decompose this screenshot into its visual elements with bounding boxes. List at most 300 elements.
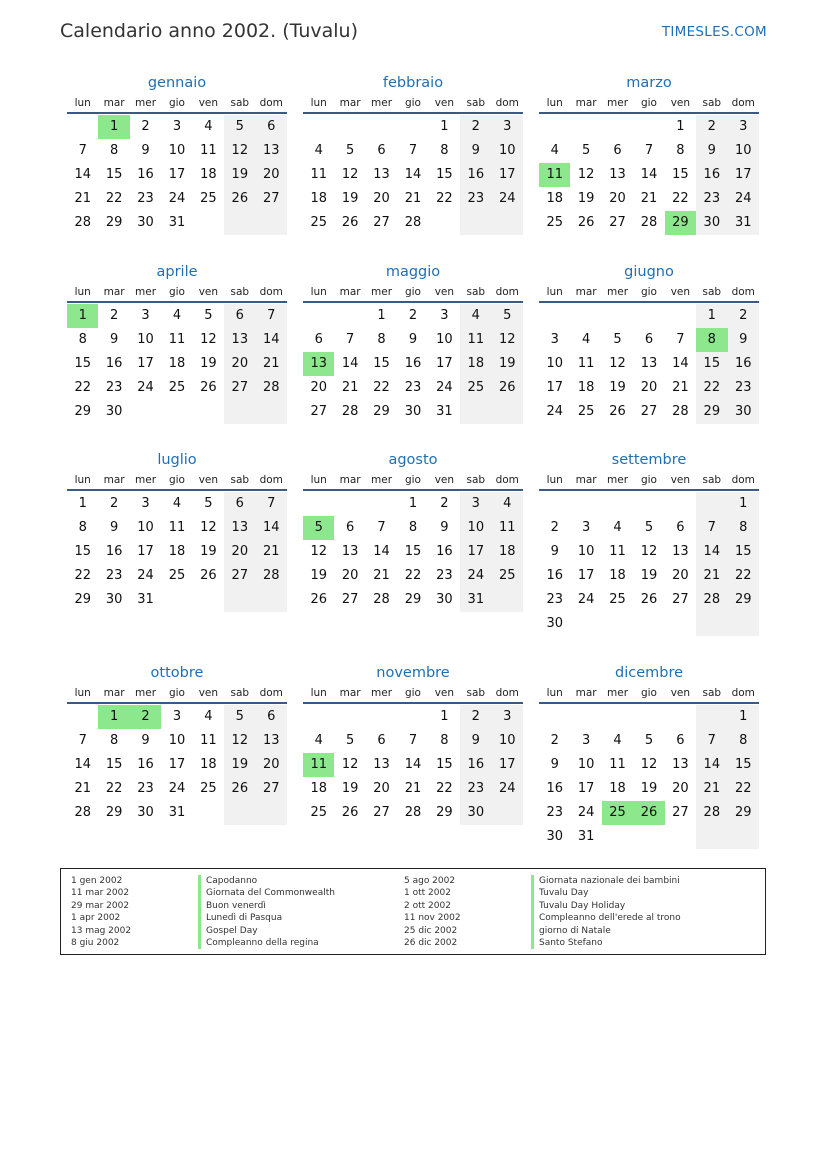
day-cell[interactable]: 3 — [581, 733, 591, 748]
day-cell[interactable]: 25 — [460, 376, 491, 400]
day-cell[interactable]: 18 — [460, 352, 491, 376]
day-cell[interactable]: 6 — [224, 304, 255, 328]
day-cell[interactable]: 13 — [303, 352, 334, 376]
day-cell[interactable]: 5 — [492, 304, 523, 328]
day-cell[interactable]: 8 — [676, 143, 685, 158]
day-cell[interactable]: 27 — [672, 805, 689, 820]
day-cell[interactable]: 23 — [546, 592, 563, 607]
day-cell[interactable]: 22 — [696, 376, 727, 400]
day-cell[interactable]: 20 — [256, 163, 287, 187]
day-cell[interactable]: 23 — [460, 187, 491, 211]
day-cell[interactable]: 11 — [168, 332, 186, 347]
day-cell[interactable]: 12 — [341, 757, 359, 772]
day-cell[interactable]: 28 — [404, 215, 422, 230]
day-cell[interactable]: 21 — [696, 777, 727, 801]
day-cell[interactable]: 9 — [460, 139, 491, 163]
day-cell[interactable]: 4 — [172, 308, 182, 323]
day-cell[interactable]: 12 — [609, 356, 626, 371]
day-cell[interactable]: 20 — [672, 568, 689, 583]
day-cell[interactable]: 20 — [256, 753, 287, 777]
day-cell[interactable]: 5 — [613, 332, 622, 347]
day-cell[interactable]: 28 — [640, 215, 658, 230]
day-cell[interactable]: 20 — [310, 380, 327, 395]
day-cell[interactable]: 6 — [676, 733, 685, 748]
day-cell[interactable]: 24 — [728, 187, 759, 211]
day-cell[interactable]: 29 — [728, 588, 759, 612]
day-cell[interactable]: 26 — [224, 777, 255, 801]
day-cell[interactable]: 31 — [577, 829, 595, 844]
day-cell[interactable]: 29 — [373, 404, 390, 419]
day-cell[interactable]: 10 — [577, 544, 595, 559]
day-cell[interactable]: 28 — [256, 376, 287, 400]
day-cell[interactable]: 18 — [200, 757, 217, 772]
day-cell[interactable]: 26 — [609, 404, 626, 419]
day-cell[interactable]: 29 — [105, 805, 123, 820]
day-cell[interactable]: 3 — [141, 496, 150, 511]
day-cell[interactable]: 9 — [109, 332, 119, 347]
day-cell[interactable]: 14 — [404, 757, 422, 772]
day-cell[interactable]: 24 — [577, 592, 595, 607]
day-cell[interactable]: 6 — [345, 520, 355, 535]
day-cell[interactable]: 14 — [74, 757, 91, 772]
day-cell[interactable]: 29 — [436, 805, 453, 820]
day-cell[interactable]: 26 — [310, 592, 327, 607]
day-cell[interactable]: 17 — [577, 781, 595, 796]
day-cell[interactable]: 10 — [546, 356, 563, 371]
day-cell[interactable]: 21 — [74, 781, 91, 796]
day-cell[interactable]: 16 — [137, 757, 154, 772]
day-cell[interactable]: 28 — [373, 592, 390, 607]
day-cell[interactable]: 23 — [728, 376, 759, 400]
day-cell[interactable]: 6 — [256, 705, 287, 729]
day-cell[interactable]: 2 — [728, 304, 759, 328]
day-cell[interactable]: 27 — [609, 215, 626, 230]
day-cell[interactable]: 23 — [460, 777, 491, 801]
day-cell[interactable]: 20 — [609, 191, 626, 206]
day-cell[interactable]: 27 — [640, 404, 658, 419]
day-cell[interactable]: 29 — [404, 592, 422, 607]
day-cell[interactable]: 1 — [98, 705, 129, 729]
day-cell[interactable]: 5 — [303, 516, 334, 540]
day-cell[interactable]: 7 — [345, 332, 355, 347]
day-cell[interactable]: 6 — [644, 332, 654, 347]
day-cell[interactable]: 21 — [256, 352, 287, 376]
day-cell[interactable]: 7 — [408, 143, 418, 158]
day-cell[interactable]: 29 — [74, 592, 91, 607]
day-cell[interactable]: 20 — [341, 568, 359, 583]
day-cell[interactable]: 22 — [436, 781, 453, 796]
day-cell[interactable]: 14 — [373, 544, 390, 559]
day-cell[interactable]: 31 — [728, 211, 759, 235]
day-cell[interactable]: 1 — [440, 709, 449, 724]
day-cell[interactable]: 9 — [550, 544, 559, 559]
day-cell[interactable]: 9 — [141, 733, 150, 748]
day-cell[interactable]: 24 — [168, 191, 186, 206]
day-cell[interactable]: 26 — [633, 801, 664, 825]
day-cell[interactable]: 1 — [676, 119, 685, 134]
day-cell[interactable]: 25 — [609, 592, 626, 607]
day-cell[interactable]: 6 — [314, 332, 323, 347]
day-cell[interactable]: 21 — [74, 191, 91, 206]
day-cell[interactable]: 12 — [341, 167, 359, 182]
day-cell[interactable]: 3 — [728, 115, 759, 139]
day-cell[interactable]: 26 — [492, 376, 523, 400]
day-cell[interactable]: 18 — [200, 167, 217, 182]
day-cell[interactable]: 3 — [492, 115, 523, 139]
day-cell[interactable]: 5 — [345, 143, 355, 158]
day-cell[interactable]: 12 — [310, 544, 327, 559]
day-cell[interactable]: 4 — [314, 143, 323, 158]
day-cell[interactable]: 10 — [168, 143, 186, 158]
day-cell[interactable]: 26 — [341, 805, 359, 820]
day-cell[interactable]: 9 — [141, 143, 150, 158]
day-cell[interactable]: 24 — [460, 564, 491, 588]
day-cell[interactable]: 17 — [546, 380, 563, 395]
day-cell[interactable]: 30 — [728, 400, 759, 424]
day-cell[interactable]: 28 — [74, 215, 91, 230]
day-cell[interactable]: 3 — [460, 492, 491, 516]
day-cell[interactable]: 16 — [404, 356, 422, 371]
day-cell[interactable]: 6 — [256, 115, 287, 139]
day-cell[interactable]: 30 — [436, 592, 453, 607]
day-cell[interactable]: 25 — [200, 191, 217, 206]
day-cell[interactable]: 11 — [460, 328, 491, 352]
day-cell[interactable]: 21 — [256, 540, 287, 564]
day-cell[interactable]: 11 — [310, 167, 327, 182]
day-cell[interactable]: 30 — [460, 801, 491, 825]
day-cell[interactable]: 2 — [141, 119, 150, 134]
day-cell[interactable]: 5 — [581, 143, 591, 158]
day-cell[interactable]: 30 — [546, 829, 563, 844]
day-cell[interactable]: 19 — [224, 753, 255, 777]
day-cell[interactable]: 7 — [644, 143, 654, 158]
day-cell[interactable]: 12 — [224, 729, 255, 753]
day-cell[interactable]: 3 — [172, 709, 182, 724]
day-cell[interactable]: 12 — [640, 757, 658, 772]
day-cell[interactable]: 21 — [373, 568, 390, 583]
day-cell[interactable]: 16 — [728, 352, 759, 376]
day-cell[interactable]: 23 — [404, 380, 422, 395]
day-cell[interactable]: 14 — [341, 356, 359, 371]
day-cell[interactable]: 17 — [577, 568, 595, 583]
day-cell[interactable]: 22 — [728, 564, 759, 588]
day-cell[interactable]: 17 — [168, 167, 186, 182]
day-cell[interactable]: 9 — [550, 757, 559, 772]
day-cell[interactable]: 8 — [440, 143, 449, 158]
day-cell[interactable]: 30 — [105, 592, 123, 607]
day-cell[interactable]: 8 — [440, 733, 449, 748]
day-cell[interactable]: 2 — [696, 115, 727, 139]
day-cell[interactable]: 10 — [137, 332, 154, 347]
day-cell[interactable]: 22 — [74, 568, 91, 583]
day-cell[interactable]: 18 — [492, 540, 523, 564]
day-cell[interactable]: 28 — [672, 404, 689, 419]
day-cell[interactable]: 28 — [696, 801, 727, 825]
day-cell[interactable]: 20 — [640, 380, 658, 395]
day-cell[interactable]: 17 — [137, 544, 154, 559]
day-cell[interactable]: 5 — [204, 496, 213, 511]
day-cell[interactable]: 8 — [408, 520, 418, 535]
day-cell[interactable]: 21 — [672, 380, 689, 395]
day-cell[interactable]: 26 — [341, 215, 359, 230]
day-cell[interactable]: 10 — [168, 733, 186, 748]
day-cell[interactable]: 17 — [460, 540, 491, 564]
day-cell[interactable]: 25 — [546, 215, 563, 230]
day-cell[interactable]: 3 — [492, 705, 523, 729]
day-cell[interactable]: 11 — [577, 356, 595, 371]
day-cell[interactable]: 23 — [546, 805, 563, 820]
day-cell[interactable]: 18 — [168, 356, 186, 371]
day-cell[interactable]: 15 — [436, 757, 453, 772]
day-cell[interactable]: 13 — [609, 167, 626, 182]
day-cell[interactable]: 10 — [436, 332, 453, 347]
day-cell[interactable]: 11 — [609, 544, 626, 559]
day-cell[interactable]: 25 — [602, 801, 633, 825]
day-cell[interactable]: 4 — [460, 304, 491, 328]
day-cell[interactable]: 14 — [256, 328, 287, 352]
day-cell[interactable]: 15 — [436, 167, 453, 182]
day-cell[interactable]: 22 — [672, 191, 689, 206]
day-cell[interactable]: 19 — [341, 781, 359, 796]
day-cell[interactable]: 14 — [74, 167, 91, 182]
day-cell[interactable]: 18 — [609, 781, 626, 796]
day-cell[interactable]: 20 — [224, 352, 255, 376]
day-cell[interactable]: 17 — [728, 163, 759, 187]
day-cell[interactable]: 21 — [696, 564, 727, 588]
day-cell[interactable]: 11 — [609, 757, 626, 772]
day-cell[interactable]: 22 — [728, 777, 759, 801]
day-cell[interactable]: 20 — [224, 540, 255, 564]
day-cell[interactable]: 6 — [377, 733, 386, 748]
day-cell[interactable]: 28 — [696, 588, 727, 612]
day-cell[interactable]: 31 — [460, 588, 491, 612]
day-cell[interactable]: 12 — [577, 167, 595, 182]
day-cell[interactable]: 23 — [137, 191, 154, 206]
day-cell[interactable]: 15 — [105, 757, 123, 772]
day-cell[interactable]: 19 — [310, 568, 327, 583]
day-cell[interactable]: 2 — [440, 496, 449, 511]
day-cell[interactable]: 1 — [728, 705, 759, 729]
day-cell[interactable]: 17 — [168, 757, 186, 772]
day-cell[interactable]: 4 — [204, 119, 213, 134]
day-cell[interactable]: 27 — [672, 592, 689, 607]
day-cell[interactable]: 2 — [408, 308, 418, 323]
day-cell[interactable]: 19 — [640, 568, 658, 583]
day-cell[interactable]: 14 — [672, 356, 689, 371]
day-cell[interactable]: 10 — [137, 520, 154, 535]
day-cell[interactable]: 11 — [539, 163, 570, 187]
day-cell[interactable]: 22 — [74, 380, 91, 395]
day-cell[interactable]: 16 — [460, 163, 491, 187]
day-cell[interactable]: 25 — [200, 781, 217, 796]
day-cell[interactable]: 25 — [168, 568, 186, 583]
day-cell[interactable]: 17 — [492, 753, 523, 777]
day-cell[interactable]: 14 — [640, 167, 658, 182]
day-cell[interactable]: 9 — [109, 520, 119, 535]
day-cell[interactable]: 12 — [200, 332, 217, 347]
day-cell[interactable]: 7 — [377, 520, 386, 535]
day-cell[interactable]: 8 — [109, 733, 119, 748]
day-cell[interactable]: 16 — [137, 167, 154, 182]
day-cell[interactable]: 31 — [137, 592, 154, 607]
day-cell[interactable]: 27 — [373, 215, 390, 230]
day-cell[interactable]: 27 — [310, 404, 327, 419]
day-cell[interactable]: 27 — [224, 564, 255, 588]
day-cell[interactable]: 23 — [436, 568, 453, 583]
day-cell[interactable]: 23 — [696, 187, 727, 211]
day-cell[interactable]: 16 — [696, 163, 727, 187]
day-cell[interactable]: 4 — [613, 520, 622, 535]
day-cell[interactable]: 26 — [640, 592, 658, 607]
day-cell[interactable]: 30 — [137, 215, 154, 230]
day-cell[interactable]: 30 — [404, 404, 422, 419]
day-cell[interactable]: 24 — [546, 404, 563, 419]
day-cell[interactable]: 2 — [550, 520, 559, 535]
day-cell[interactable]: 4 — [172, 496, 182, 511]
day-cell[interactable]: 17 — [492, 163, 523, 187]
day-cell[interactable]: 9 — [460, 729, 491, 753]
day-cell[interactable]: 13 — [224, 516, 255, 540]
day-cell[interactable]: 25 — [310, 215, 327, 230]
day-cell[interactable]: 11 — [303, 753, 334, 777]
brand-logo-text[interactable]: TIMESLES.COM — [661, 24, 767, 40]
day-cell[interactable]: 22 — [436, 191, 453, 206]
day-cell[interactable]: 1 — [377, 308, 386, 323]
day-cell[interactable]: 21 — [640, 191, 658, 206]
day-cell[interactable]: 23 — [137, 781, 154, 796]
day-cell[interactable]: 7 — [676, 332, 685, 347]
day-cell[interactable]: 16 — [436, 544, 453, 559]
day-cell[interactable]: 4 — [613, 733, 622, 748]
day-cell[interactable]: 8 — [109, 143, 119, 158]
day-cell[interactable]: 19 — [577, 191, 595, 206]
day-cell[interactable]: 30 — [105, 404, 123, 419]
day-cell[interactable]: 1 — [696, 304, 727, 328]
day-cell[interactable]: 25 — [577, 404, 595, 419]
day-cell[interactable]: 8 — [728, 729, 759, 753]
day-cell[interactable]: 12 — [640, 544, 658, 559]
day-cell[interactable]: 2 — [460, 705, 491, 729]
day-cell[interactable]: 9 — [696, 139, 727, 163]
day-cell[interactable]: 27 — [256, 187, 287, 211]
day-cell[interactable]: 10 — [460, 516, 491, 540]
day-cell[interactable]: 5 — [224, 115, 255, 139]
day-cell[interactable]: 13 — [373, 167, 390, 182]
day-cell[interactable]: 6 — [224, 492, 255, 516]
day-cell[interactable]: 18 — [546, 191, 563, 206]
day-cell[interactable]: 7 — [408, 733, 418, 748]
day-cell[interactable]: 11 — [492, 516, 523, 540]
day-cell[interactable]: 31 — [436, 404, 453, 419]
day-cell[interactable]: 1 — [78, 496, 87, 511]
day-cell[interactable]: 2 — [130, 705, 161, 729]
day-cell[interactable]: 21 — [404, 191, 422, 206]
day-cell[interactable]: 4 — [204, 709, 213, 724]
day-cell[interactable]: 6 — [676, 520, 685, 535]
day-cell[interactable]: 29 — [665, 211, 696, 235]
day-cell[interactable]: 7 — [78, 733, 87, 748]
day-cell[interactable]: 15 — [728, 753, 759, 777]
day-cell[interactable]: 3 — [172, 119, 182, 134]
day-cell[interactable]: 19 — [640, 781, 658, 796]
day-cell[interactable]: 16 — [105, 544, 123, 559]
day-cell[interactable]: 17 — [137, 356, 154, 371]
day-cell[interactable]: 15 — [672, 167, 689, 182]
day-cell[interactable]: 23 — [105, 380, 123, 395]
day-cell[interactable]: 8 — [78, 332, 87, 347]
day-cell[interactable]: 5 — [345, 733, 355, 748]
day-cell[interactable]: 6 — [613, 143, 622, 158]
day-cell[interactable]: 28 — [341, 404, 359, 419]
day-cell[interactable]: 31 — [168, 215, 186, 230]
day-cell[interactable]: 19 — [492, 352, 523, 376]
day-cell[interactable]: 8 — [696, 328, 727, 352]
day-cell[interactable]: 7 — [696, 516, 727, 540]
day-cell[interactable]: 15 — [74, 356, 91, 371]
day-cell[interactable]: 13 — [672, 544, 689, 559]
day-cell[interactable]: 3 — [141, 308, 150, 323]
day-cell[interactable]: 18 — [310, 781, 327, 796]
day-cell[interactable]: 8 — [78, 520, 87, 535]
day-cell[interactable]: 4 — [492, 492, 523, 516]
day-cell[interactable]: 16 — [546, 781, 563, 796]
day-cell[interactable]: 20 — [672, 781, 689, 796]
day-cell[interactable]: 7 — [256, 304, 287, 328]
day-cell[interactable]: 12 — [224, 139, 255, 163]
day-cell[interactable]: 19 — [609, 380, 626, 395]
day-cell[interactable]: 5 — [644, 733, 654, 748]
day-cell[interactable]: 15 — [105, 167, 123, 182]
day-cell[interactable]: 8 — [728, 516, 759, 540]
day-cell[interactable]: 5 — [644, 520, 654, 535]
day-cell[interactable]: 1 — [408, 496, 418, 511]
day-cell[interactable]: 5 — [204, 308, 213, 323]
day-cell[interactable]: 3 — [550, 332, 559, 347]
day-cell[interactable]: 24 — [137, 568, 154, 583]
day-cell[interactable]: 19 — [224, 163, 255, 187]
day-cell[interactable]: 19 — [200, 544, 217, 559]
day-cell[interactable]: 5 — [224, 705, 255, 729]
day-cell[interactable]: 29 — [74, 404, 91, 419]
day-cell[interactable]: 16 — [460, 753, 491, 777]
day-cell[interactable]: 2 — [550, 733, 559, 748]
day-cell[interactable]: 13 — [373, 757, 390, 772]
day-cell[interactable]: 15 — [728, 540, 759, 564]
day-cell[interactable]: 24 — [492, 777, 523, 801]
day-cell[interactable]: 11 — [200, 143, 217, 158]
day-cell[interactable]: 12 — [492, 328, 523, 352]
day-cell[interactable]: 1 — [67, 304, 98, 328]
day-cell[interactable]: 24 — [137, 380, 154, 395]
day-cell[interactable]: 20 — [373, 191, 390, 206]
day-cell[interactable]: 27 — [224, 376, 255, 400]
day-cell[interactable]: 13 — [341, 544, 359, 559]
day-cell[interactable]: 23 — [105, 568, 123, 583]
day-cell[interactable]: 4 — [550, 143, 559, 158]
day-cell[interactable]: 29 — [696, 400, 727, 424]
day-cell[interactable]: 26 — [577, 215, 595, 230]
day-cell[interactable]: 11 — [200, 733, 217, 748]
day-cell[interactable]: 14 — [696, 540, 727, 564]
day-cell[interactable]: 28 — [256, 564, 287, 588]
day-cell[interactable]: 28 — [74, 805, 91, 820]
day-cell[interactable]: 1 — [440, 119, 449, 134]
day-cell[interactable]: 22 — [105, 191, 123, 206]
day-cell[interactable]: 29 — [105, 215, 123, 230]
day-cell[interactable]: 26 — [200, 380, 217, 395]
day-cell[interactable]: 16 — [546, 568, 563, 583]
day-cell[interactable]: 22 — [404, 568, 422, 583]
